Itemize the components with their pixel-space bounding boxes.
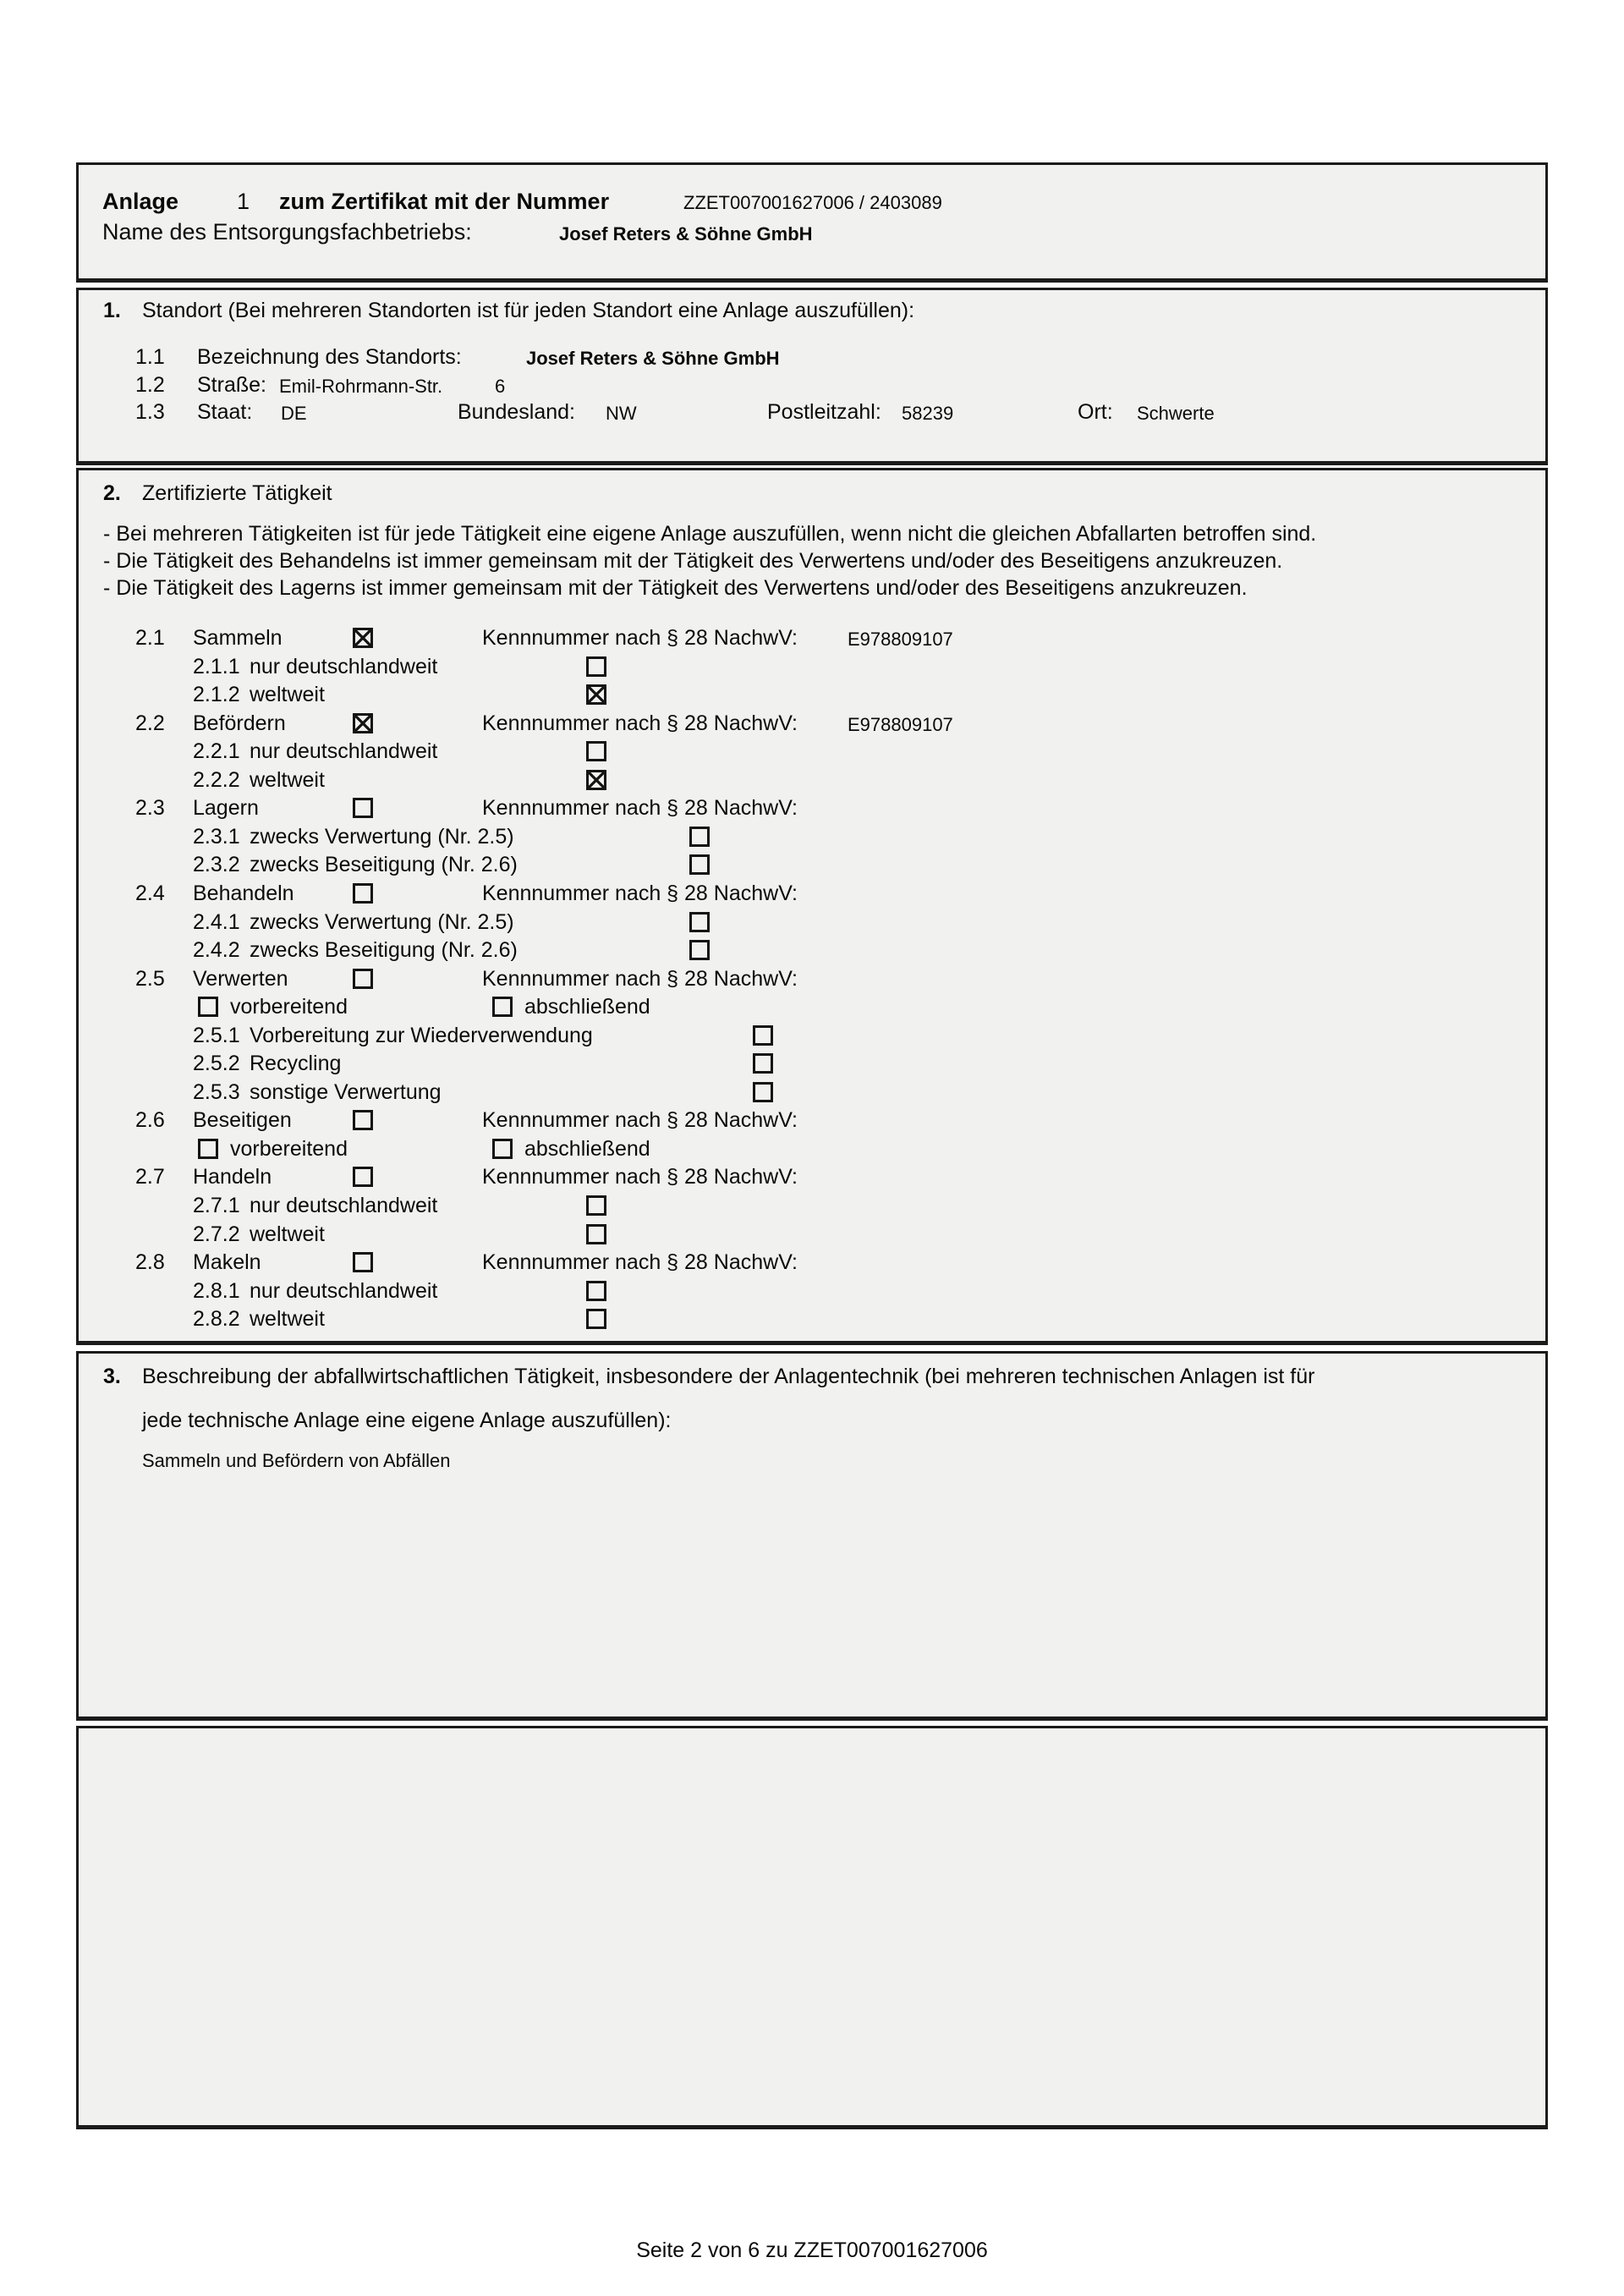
activity-num: 2.3.2 [193, 853, 240, 876]
activity-row-2.1.1 [76, 654, 1548, 683]
activity-num: 2.3.1 [193, 825, 240, 849]
checkbox-2.6[interactable] [353, 1110, 373, 1130]
activity-row-2.4.2 [76, 937, 1548, 966]
row-1-1-label: Bezeichnung des Standorts: [197, 345, 462, 369]
activity-label: Befördern [193, 711, 286, 735]
activity-label: Handeln [193, 1165, 272, 1189]
street-value: Emil-Rohrmann-Str. [279, 376, 443, 397]
checkbox-2.8.2[interactable] [586, 1309, 606, 1329]
staat-value: DE [281, 403, 307, 424]
activity-row-2.1.2 [76, 682, 1548, 711]
activity-row-2.7.1 [76, 1193, 1548, 1222]
activity-label: Sammeln [193, 626, 283, 650]
activity-row-2.6 [76, 1107, 1548, 1136]
activity-num: 2.5.2 [193, 1052, 240, 1075]
checkbox-2.5[interactable] [353, 969, 373, 989]
kennnummer-label: Kennnummer nach § 28 NachwV: [482, 626, 798, 650]
activity-num: 2.8 [135, 1250, 165, 1274]
empty-continuation-box [76, 1726, 1548, 2129]
section2-note: - Bei mehreren Tätigkeiten ist für jede Tätigkeit eine eigene Anlage auszufüllen, wenn nicht die gleichen Abfallarten betroffen sind. [103, 522, 1317, 546]
activity-num: 2.1 [135, 626, 165, 650]
activity-row-2.4 [76, 881, 1548, 909]
section2-note: - Die Tätigkeit des Lagerns ist immer gemeinsam mit der Tätigkeit des Verwertens und/oder des Beseitigens anzukreuzen. [103, 576, 1248, 600]
activity-label: Beseitigen [193, 1108, 292, 1132]
checkbox-2.5.3[interactable] [753, 1082, 773, 1102]
anlage-number: 1 [237, 189, 250, 214]
activity-label: Lagern [193, 796, 259, 820]
activity-label: Behandeln [193, 882, 294, 905]
activity-label: nur deutschlandweit [250, 1194, 438, 1217]
activity-label: Makeln [193, 1250, 261, 1274]
checkbox-2.1[interactable] [353, 628, 373, 648]
activity-label: nur deutschlandweit [250, 739, 438, 763]
header-box [76, 162, 1548, 283]
section2-number: 2. [103, 481, 121, 505]
checkbox-2.2.2[interactable] [586, 770, 606, 790]
checkbox-2.3[interactable] [353, 798, 373, 818]
activity-row-2.7 [76, 1164, 1548, 1193]
section2-note: - Die Tätigkeit des Behandelns ist immer gemeinsam mit der Tätigkeit des Verwertens und/oder des Beseitigens anzukreuzen. [103, 549, 1283, 573]
activity-label: weltweit [250, 1307, 325, 1331]
activity-row-2.5-options [76, 994, 1548, 1023]
activity-num: 2.8.1 [193, 1279, 240, 1303]
checkbox-2.3.2[interactable] [689, 854, 710, 875]
row-1-3-num: 1.3 [135, 400, 165, 424]
plz-value: 58239 [902, 403, 954, 424]
kennnummer-value: E978809107 [848, 629, 953, 650]
activity-num: 2.7.1 [193, 1194, 240, 1217]
option-label: vorbereitend [230, 995, 348, 1019]
checkbox-2.8.1[interactable] [586, 1281, 606, 1301]
activity-row-2.7.2 [76, 1222, 1548, 1250]
checkbox-2.1.2[interactable] [586, 684, 606, 705]
activity-label: Verwerten [193, 967, 288, 991]
row-1-1-num: 1.1 [135, 345, 165, 369]
checkbox-2.5-abschliessend[interactable] [492, 997, 513, 1017]
activity-num: 2.4.2 [193, 938, 240, 962]
checkbox-2.6-abschliessend[interactable] [492, 1139, 513, 1159]
kennnummer-label: Kennnummer nach § 28 NachwV: [482, 1250, 798, 1274]
ort-label: Ort: [1078, 400, 1113, 424]
activity-num: 2.7 [135, 1165, 165, 1189]
kennnummer-label: Kennnummer nach § 28 NachwV: [482, 882, 798, 905]
activity-num: 2.5 [135, 967, 165, 991]
bundesland-value: NW [606, 403, 637, 424]
checkbox-2.4[interactable] [353, 883, 373, 904]
kennnummer-label: Kennnummer nach § 28 NachwV: [482, 1165, 798, 1189]
bundesland-label: Bundesland: [458, 400, 576, 424]
plz-label: Postleitzahl: [767, 400, 881, 424]
ort-value: Schwerte [1137, 403, 1215, 424]
activity-num: 2.1.1 [193, 655, 240, 678]
checkbox-2.7[interactable] [353, 1167, 373, 1187]
kennnummer-label: Kennnummer nach § 28 NachwV: [482, 967, 798, 991]
option-label: abschließend [524, 1137, 650, 1161]
checkbox-2.5.1[interactable] [753, 1025, 773, 1046]
checkbox-2.6-vorbereitend[interactable] [198, 1139, 218, 1159]
section2-title: Zertifizierte Tätigkeit [142, 481, 332, 505]
activity-row-2.3.2 [76, 852, 1548, 881]
activity-num: 2.4 [135, 882, 165, 905]
house-number-value: 6 [495, 376, 506, 397]
section1-number: 1. [103, 299, 121, 322]
activity-label: weltweit [250, 768, 325, 792]
section3-number: 3. [103, 1365, 121, 1388]
section3-title-line2: jede technische Anlage eine eigene Anlage auszufüllen): [142, 1409, 672, 1432]
activity-num: 2.7.2 [193, 1222, 240, 1246]
company-name-value: Josef Reters & Söhne GmbH [559, 223, 813, 244]
checkbox-2.7.1[interactable] [586, 1195, 606, 1216]
activity-description-value: Sammeln und Befördern von Abfällen [142, 1450, 451, 1471]
checkbox-2.8[interactable] [353, 1252, 373, 1272]
activity-label: Vorbereitung zur Wiederverwendung [250, 1024, 593, 1047]
activity-num: 2.4.1 [193, 910, 240, 934]
activity-label: weltweit [250, 683, 325, 706]
section3-title-line1: Beschreibung der abfallwirtschaftlichen Tätigkeit, insbesondere der Anlagentechnik (bei mehreren technischen Anlagen ist für [142, 1365, 1315, 1388]
activity-num: 2.2.1 [193, 739, 240, 763]
activity-row-2.3 [76, 795, 1548, 824]
activity-row-2.1 [76, 625, 1548, 654]
option-label: vorbereitend [230, 1137, 348, 1161]
activity-row-2.5.1 [76, 1023, 1548, 1052]
section1-title: Standort (Bei mehreren Standorten ist für jeden Standort eine Anlage auszufüllen): [142, 299, 915, 322]
activity-row-2.6-options [76, 1136, 1548, 1165]
activity-row-2.5.3 [76, 1079, 1548, 1108]
checkbox-2.4.1[interactable] [689, 912, 710, 932]
checkbox-2.5-vorbereitend[interactable] [198, 997, 218, 1017]
activity-row-2.2.1 [76, 739, 1548, 767]
checkbox-2.3.1[interactable] [689, 827, 710, 847]
section3-box [76, 1351, 1548, 1721]
activity-row-2.3.1 [76, 824, 1548, 853]
activity-row-2.8 [76, 1250, 1548, 1278]
kennnummer-value: E978809107 [848, 714, 953, 735]
certificate-number: ZZET007001627006 / 2403089 [683, 192, 942, 213]
activity-label: nur deutschlandweit [250, 655, 438, 678]
activity-label: zwecks Beseitigung (Nr. 2.6) [250, 938, 518, 962]
checkbox-2.1.1[interactable] [586, 656, 606, 677]
activity-num: 2.2 [135, 711, 165, 735]
activity-label: nur deutschlandweit [250, 1279, 438, 1303]
activity-num: 2.5.1 [193, 1024, 240, 1047]
activity-num: 2.3 [135, 796, 165, 820]
activity-num: 2.8.2 [193, 1307, 240, 1331]
company-name-label: Name des Entsorgungsfachbetriebs: [102, 219, 472, 244]
checkbox-2.7.2[interactable] [586, 1224, 606, 1244]
activity-num: 2.1.2 [193, 683, 240, 706]
page-footer: Seite 2 von 6 zu ZZET007001627006 [636, 2238, 988, 2262]
anlage-label: Anlage [102, 189, 179, 214]
activity-num: 2.2.2 [193, 768, 240, 792]
row-1-2-label: Straße: [197, 373, 266, 397]
kennnummer-label: Kennnummer nach § 28 NachwV: [482, 711, 798, 735]
kennnummer-label: Kennnummer nach § 28 NachwV: [482, 796, 798, 820]
activity-label: Recycling [250, 1052, 342, 1075]
activity-row-2.8.2 [76, 1306, 1548, 1335]
activity-num: 2.6 [135, 1108, 165, 1132]
standort-name-value: Josef Reters & Söhne GmbH [526, 348, 780, 369]
checkbox-2.5.2[interactable] [753, 1053, 773, 1074]
staat-label: Staat: [197, 400, 253, 424]
row-1-2-num: 1.2 [135, 373, 165, 397]
checkbox-2.4.2[interactable] [689, 940, 710, 960]
activity-label: weltweit [250, 1222, 325, 1246]
activity-row-2.5 [76, 966, 1548, 995]
activity-row-2.5.2 [76, 1051, 1548, 1079]
checkbox-2.2.1[interactable] [586, 741, 606, 761]
activity-label: zwecks Verwertung (Nr. 2.5) [250, 910, 514, 934]
activity-label: zwecks Beseitigung (Nr. 2.6) [250, 853, 518, 876]
header-title: zum Zertifikat mit der Nummer [279, 189, 610, 214]
kennnummer-label: Kennnummer nach § 28 NachwV: [482, 1108, 798, 1132]
option-label: abschließend [524, 995, 650, 1019]
activity-num: 2.5.3 [193, 1080, 240, 1104]
activity-label: zwecks Verwertung (Nr. 2.5) [250, 825, 514, 849]
activity-label: sonstige Verwertung [250, 1080, 442, 1104]
activity-row-2.4.1 [76, 909, 1548, 938]
activity-row-2.8.1 [76, 1278, 1548, 1307]
activity-row-2.2.2 [76, 767, 1548, 796]
checkbox-2.2[interactable] [353, 713, 373, 733]
activity-row-2.2 [76, 711, 1548, 739]
